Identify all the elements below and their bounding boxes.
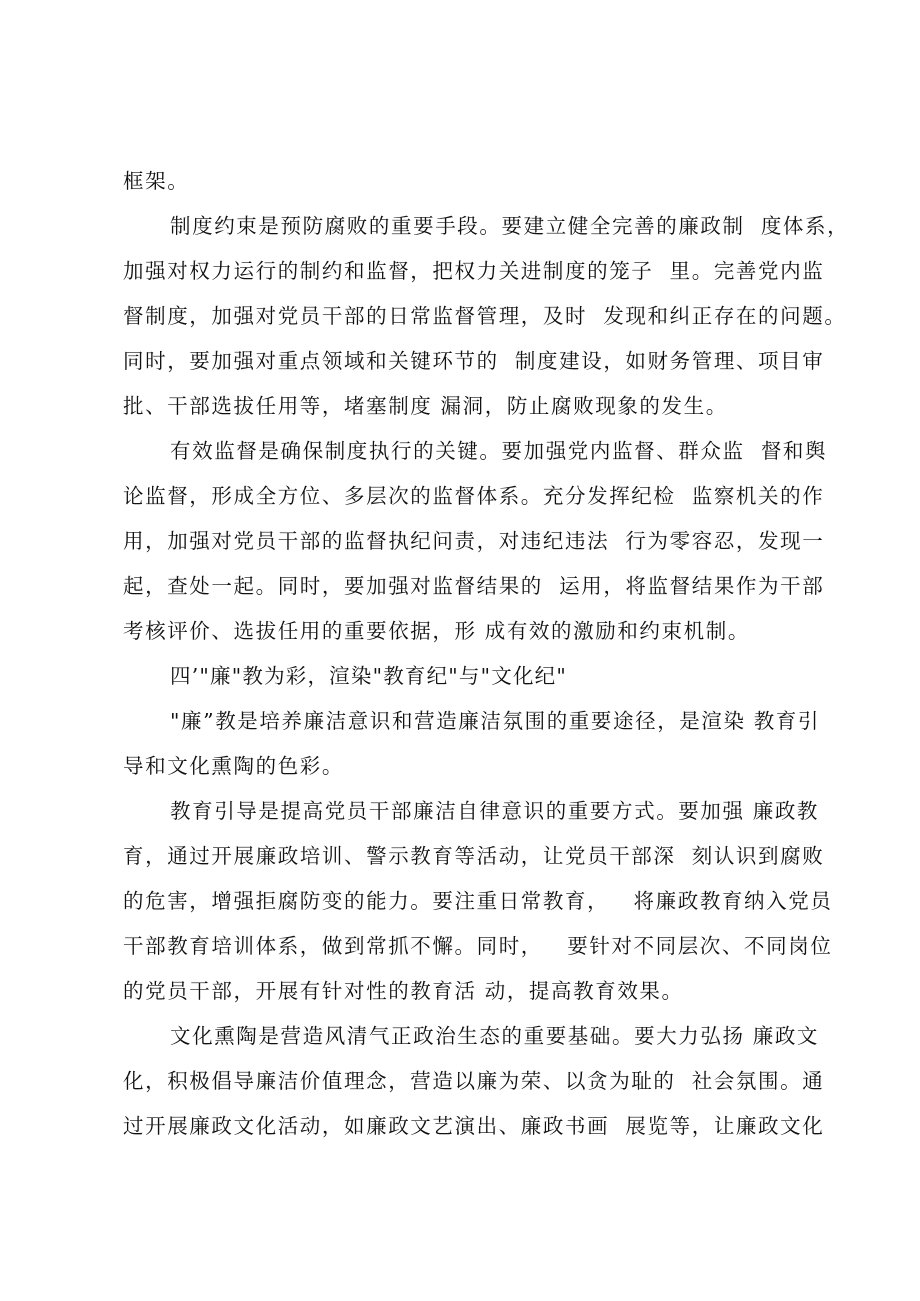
paragraph-line: 督制度，加强对党员干部的日常监督管理，及时 发现和纠正存在的问题。 <box>123 304 847 328</box>
paragraph-line: 考核评价、选拔任用的重要依据，形 成有效的激励和约束机制。 <box>123 619 750 643</box>
paragraph-line: 导和文化熏陶的色彩。 <box>123 754 344 778</box>
paragraph-line: 同时，要加强对重点领域和关键环节的 制度建设，如财务管理、项目审 <box>123 349 825 373</box>
paragraph-line: "廉”教是培养廉洁意识和营造廉洁氛围的重要途径，是渲染 教育引 <box>170 709 821 733</box>
paragraph-line: 的危害，增强拒腐防变的能力。要注重日常教育， 将廉政教育纳入党员 <box>123 889 833 913</box>
paragraph-line: 加强对权力运行的制约和监督，把权力关进制度的笼子 里。完善党内监 <box>123 259 825 283</box>
paragraph-line: 过开展廉政文化活动，如廉政文艺演出、廉政书画 展览等，让廉政文化 <box>123 1114 825 1138</box>
paragraph-line: 化，积极倡导廉洁价值理念，营造以廉为荣、以贪为耻的 社会氛围。通 <box>123 1069 825 1093</box>
paragraph-line: 的党员干部，开展有针对性的教育活 动，提高教育效果。 <box>123 979 684 1003</box>
paragraph-line: 论监督，形成全方位、多层次的监督体系。充分发挥纪检 监察机关的作 <box>123 484 825 508</box>
paragraph-line: 文化熏陶是营造风清气正政治生态的重要基础。要大力弘扬 廉政文 <box>170 1024 820 1048</box>
paragraph-line: 制度约束是预防腐败的重要手段。要建立健全完善的廉政制 度体系， <box>170 214 850 238</box>
paragraph-line: 教育引导是提高党员干部廉洁自律意识的重要方式。要加强 廉政教 <box>170 799 820 823</box>
paragraph-line: 干部教育培训体系，做到常抓不懈。同时， 要针对不同层次、不同岗位 <box>123 934 833 958</box>
paragraph-line: 用，加强对党员干部的监督执纪问责，对违纪违法 行为零容忍，发现一 <box>123 529 825 553</box>
paragraph-line: 育，通过开展廉政培训、警示教育等活动，让党员干部深 刻认识到腐败 <box>123 844 825 868</box>
paragraph-line: 批、干部选拔任用等，堵塞制度 漏洞，防止腐败现象的发生。 <box>123 394 728 418</box>
section-heading: 四’"廉"教为彩，渲染"教育纪"与"文化纪" <box>170 664 567 688</box>
paragraph-line: 起，查处一起。同时，要加强对监督结果的 运用，将监督结果作为干部 <box>123 574 825 598</box>
paragraph-line: 有效监督是确保制度执行的关键。要加强党内监督、群众监 督和舆 <box>170 439 828 463</box>
paragraph-line: 框架。 <box>123 169 190 193</box>
